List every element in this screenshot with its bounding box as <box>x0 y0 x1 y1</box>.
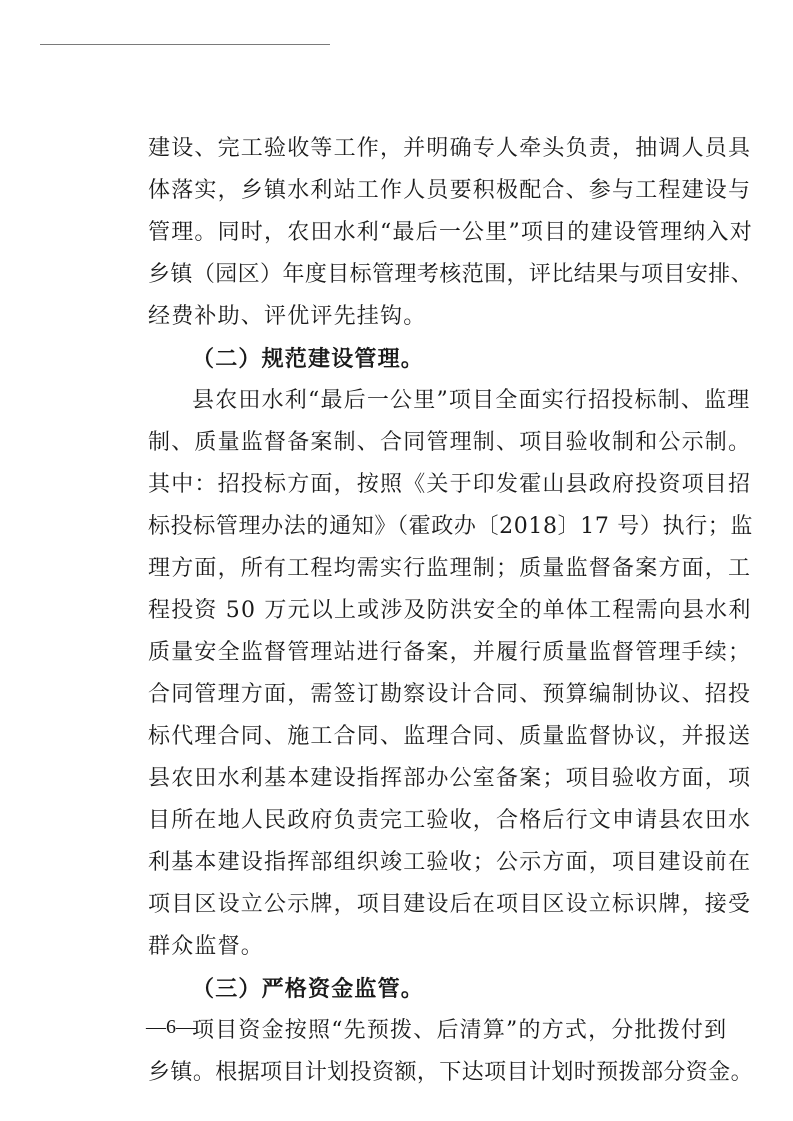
text-line: 标代理合同、施工合同、监理合同、质量监督协议，并报送 <box>148 724 752 749</box>
section-heading: （二）规范建设管理。 <box>192 346 425 372</box>
text-line: 理方面，所有工程均需实行监理制；质量监督备案方面，工 <box>148 556 752 581</box>
text-line: 经费补助、评优评先挂钩。 <box>148 304 427 329</box>
text-line: 项目区设立公示牌，项目建设后在项目区设立标识牌，接受 <box>148 892 752 917</box>
text-line: 质量安全监督管理站进行备案，并履行质量监督管理手续； <box>148 640 752 665</box>
header-rule <box>40 44 330 45</box>
text-line: 标投标管理办法的通知》（霍政办〔2018〕17 号）执行；监 <box>148 514 753 539</box>
text-line: 县农田水利基本建设指挥部办公室备案；项目验收方面，项 <box>148 766 752 791</box>
text-line: 县农田水利“最后一公里”项目全面实行招投标制、监理 <box>192 388 751 413</box>
text-line: 建设、完工验收等工作，并明确专人牵头负责，抽调人员具 <box>148 136 752 161</box>
text-line: 制、质量监督备案制、合同管理制、项目验收制和公示制。 <box>148 430 752 455</box>
text-line: 乡镇（园区）年度目标管理考核范围，评比结果与项目安排、 <box>148 262 753 287</box>
text-line: 程投资 50 万元以上或涉及防洪安全的单体工程需向县水利 <box>148 598 752 623</box>
page-number: —6— <box>146 1016 196 1038</box>
text-line: 乡镇。根据项目计划投资额，下达项目计划时预拨部分资金。 <box>148 1060 753 1085</box>
text-line: 目所在地人民政府负责完工验收，合格后行文申请县农田水 <box>148 808 752 833</box>
text-line: 项目资金按照“先预拨、后清算”的方式，分批拨付到 <box>192 1018 728 1043</box>
section-heading: （三）严格资金监管。 <box>192 976 425 1002</box>
text-line: 利基本建设指挥部组织竣工验收；公示方面，项目建设前在 <box>148 850 752 875</box>
text-line: 群众监督。 <box>148 934 265 959</box>
text-line: 其中：招投标方面，按照《关于印发霍山县政府投资项目招 <box>148 472 752 497</box>
text-line: 合同管理方面，需签订勘察设计合同、预算编制协议、招投 <box>148 682 752 707</box>
text-line: 管理。同时，农田水利“最后一公里”项目的建设管理纳入对 <box>148 220 753 245</box>
text-line: 体落实，乡镇水利站工作人员要积极配合、参与工程建设与 <box>148 178 752 203</box>
